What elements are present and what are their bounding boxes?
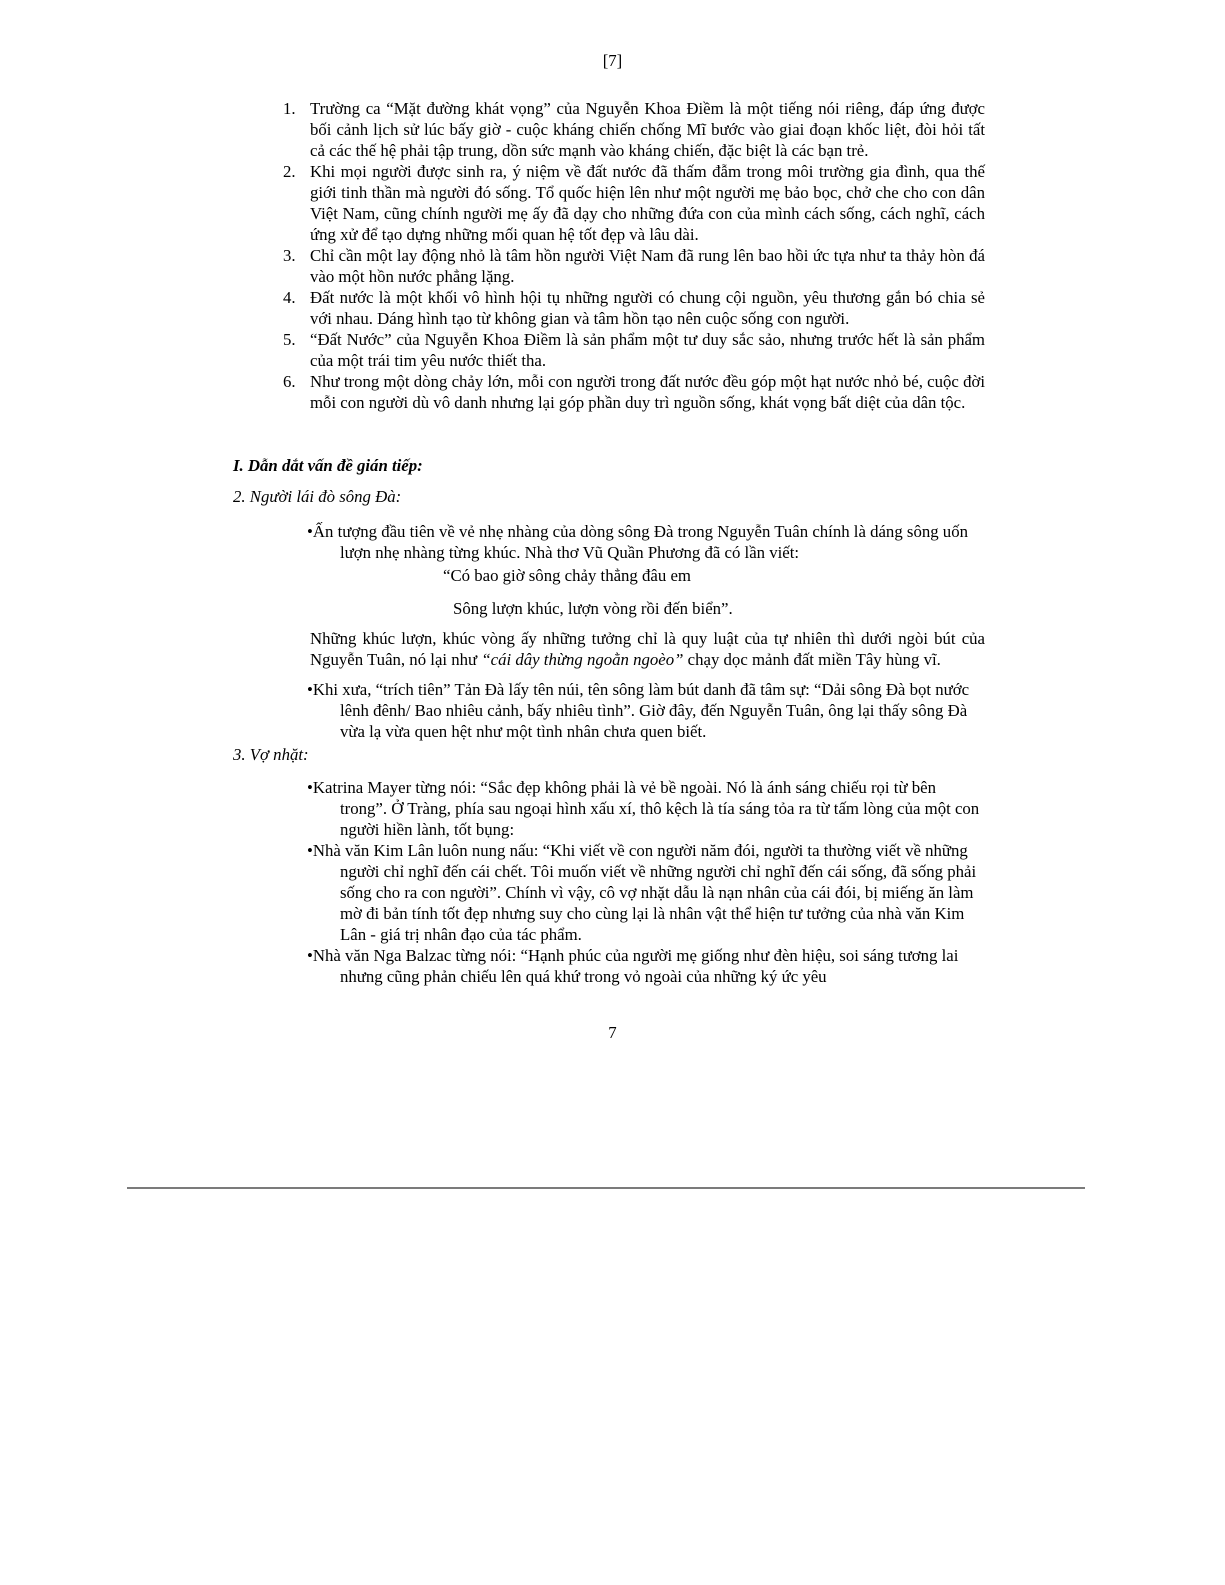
list-item [283,98,985,161]
bullet-item [307,945,985,987]
item-text: Như trong một dòng chảy lớn, mỗi con người trong đất nước đều góp một hạt nước nhỏ bé, cuộc đời mỗi con người dù vô danh nhưng lại góp phần duy trì nguồn sống, khát vọng bất diệt của dân tộc. [310,372,985,412]
item-number: 4. [283,288,296,307]
paragraph-text: chạy dọc mảnh đất miền Tây hùng vĩ. [683,650,941,669]
subsection-title-vo-nhat: 3. Vợ nhặt: [233,745,309,764]
item-number: 2. [283,162,296,181]
item-number: 6. [283,372,296,391]
bullet-text: Katrina Mayer từng nói: “Sắc đẹp không phải là vẻ bề ngoài. Nó là ánh sáng chiếu rọi từ bên trong”. Ở Tràng, phía sau ngoại hình xấu xí, thô kệch là tía sáng tỏa ra từ tấm lòng của một con người hiền lành, tốt bụng: [312,778,980,839]
list-item [283,329,985,371]
item-number: 3. [283,246,296,265]
list-item [283,245,985,287]
item-text: “Đất Nước” của Nguyễn Khoa Điềm là sản phẩm một tư duy sắc sảo, nhưng trước hết là sản phẩm của một trái tim yêu nước thiết tha. [310,330,985,370]
bullet-text: Khi xưa, “trích tiên” Tản Đà lấy tên núi, tên sông làm bút danh đã tâm sự: “Dải sông Đà bọt nước lênh đênh/ Bao nhiêu cảnh, bấy nhiêu tình”. Giờ đây, đến Nguyễn Tuân, ông lại thấy sông Đà vừa lạ vừa quen hệt như một tình nhân chưa quen biết. [312,680,970,741]
footer-divider-line [127,1187,1085,1189]
list-item [283,161,985,245]
page-top-marker: [7] [602,51,623,70]
bullet-marker: • [307,841,313,860]
bullet-marker: • [307,778,313,797]
numbered-list [283,98,985,413]
bullet-item [307,679,985,742]
item-text: Khi mọi người được sinh ra, ý niệm về đất nước đã thấm đẫm trong môi trường gia đình, qua thế giới tinh thần mà người đó sống. Tổ quốc hiện lên như một người mẹ bảo bọc, chở che cho con dân Việt Nam, cũng chính người mẹ ấy đã dạy cho những đứa con của mình cách sống, cách nghĩ, cách ứng xử để tạo dựng những mối quan hệ tốt đẹp và lâu dài. [310,162,985,244]
item-number: 1. [283,99,296,118]
poem-line: “Có bao giờ sông chảy thẳng đâu em [443,566,691,585]
poem-line: Sông lượn khúc, lượn vòng rồi đến biển”. [453,599,733,618]
item-number: 5. [283,330,296,349]
bullet-item [307,521,985,563]
paragraph-italic-quote: “cái dây thừng ngoằn ngoèo” [481,650,684,669]
page-number: 7 [608,1023,617,1042]
paragraph [310,628,985,670]
bullet-text: Nhà văn Nga Balzac từng nói: “Hạnh phúc của người mẹ giống như đèn hiệu, soi sáng tương lai nhưng cũng phản chiếu lên quá khứ trong vỏ ngoài của những ký ức yêu [312,946,959,986]
bullet-item [307,840,985,945]
paragraph-text: Những khúc lượn, khúc vòng ấy những tưởng chỉ là quy luật của tự nhiên thì dưới ngòi bút của Nguyễn Tuân, nó lại như [310,629,985,669]
item-text: Trường ca “Mặt đường khát vọng” của Nguyễn Khoa Điềm là một tiếng nói riêng, đáp ứng được bối cảnh lịch sử lúc bấy giờ - cuộc kháng chiến chống Mĩ bước vào giai đoạn khốc liệt, đòi hỏi tất cả các thế hệ phải tập trung, dồn sức mạnh vào kháng chiến, đặc biệt là các bạn trẻ. [310,99,985,160]
section-heading: I. Dẫn dắt vấn đề gián tiếp: [233,456,423,475]
bullet-text: Nhà văn Kim Lân luôn nung nấu: “Khi viết về con người năm đói, người ta thường viết về những người chỉ nghĩ đến cái chết. Tôi muốn viết về những người chỉ nghĩ đến cái sống, đã sống phải sống cho ra con người”. Chính vì vậy, cô vợ nhặt dẫu là nạn nhân của cái đói, bị miếng ăn làm mờ đi bản tính tốt đẹp nhưng suy cho cùng lại là nhân vật thể hiện tư tưởng của nhà văn Kim Lân - giá trị nhân đạo của tác phẩm. [312,841,977,944]
bullet-marker: • [307,522,313,541]
item-text: Đất nước là một khối vô hình hội tụ những người có chung cội nguồn, yêu thương gắn bó chia sẻ với nhau. Dáng hình tạo từ không gian và tâm hồn tạo nên cuộc sống con người. [310,288,985,328]
subsection-title-song-da: 2. Người lái đò sông Đà: [233,487,402,506]
bullet-text: Ấn tượng đầu tiên về vẻ nhẹ nhàng của dòng sông Đà trong Nguyễn Tuân chính là dáng sông uốn lượn nhẹ nhàng từng khúc. Nhà thơ Vũ Quần Phương đã có lần viết: [312,522,968,562]
bullet-marker: • [307,946,313,965]
list-item [283,371,985,413]
item-text: Chỉ cần một lay động nhỏ là tâm hồn người Việt Nam đã rung lên bao hồi ức tựa như ta thảy hòn đá vào một hồn nước phẳng lặng. [310,246,985,286]
bullet-marker: • [307,680,313,699]
list-item [283,287,985,329]
bullet-item [307,777,985,840]
